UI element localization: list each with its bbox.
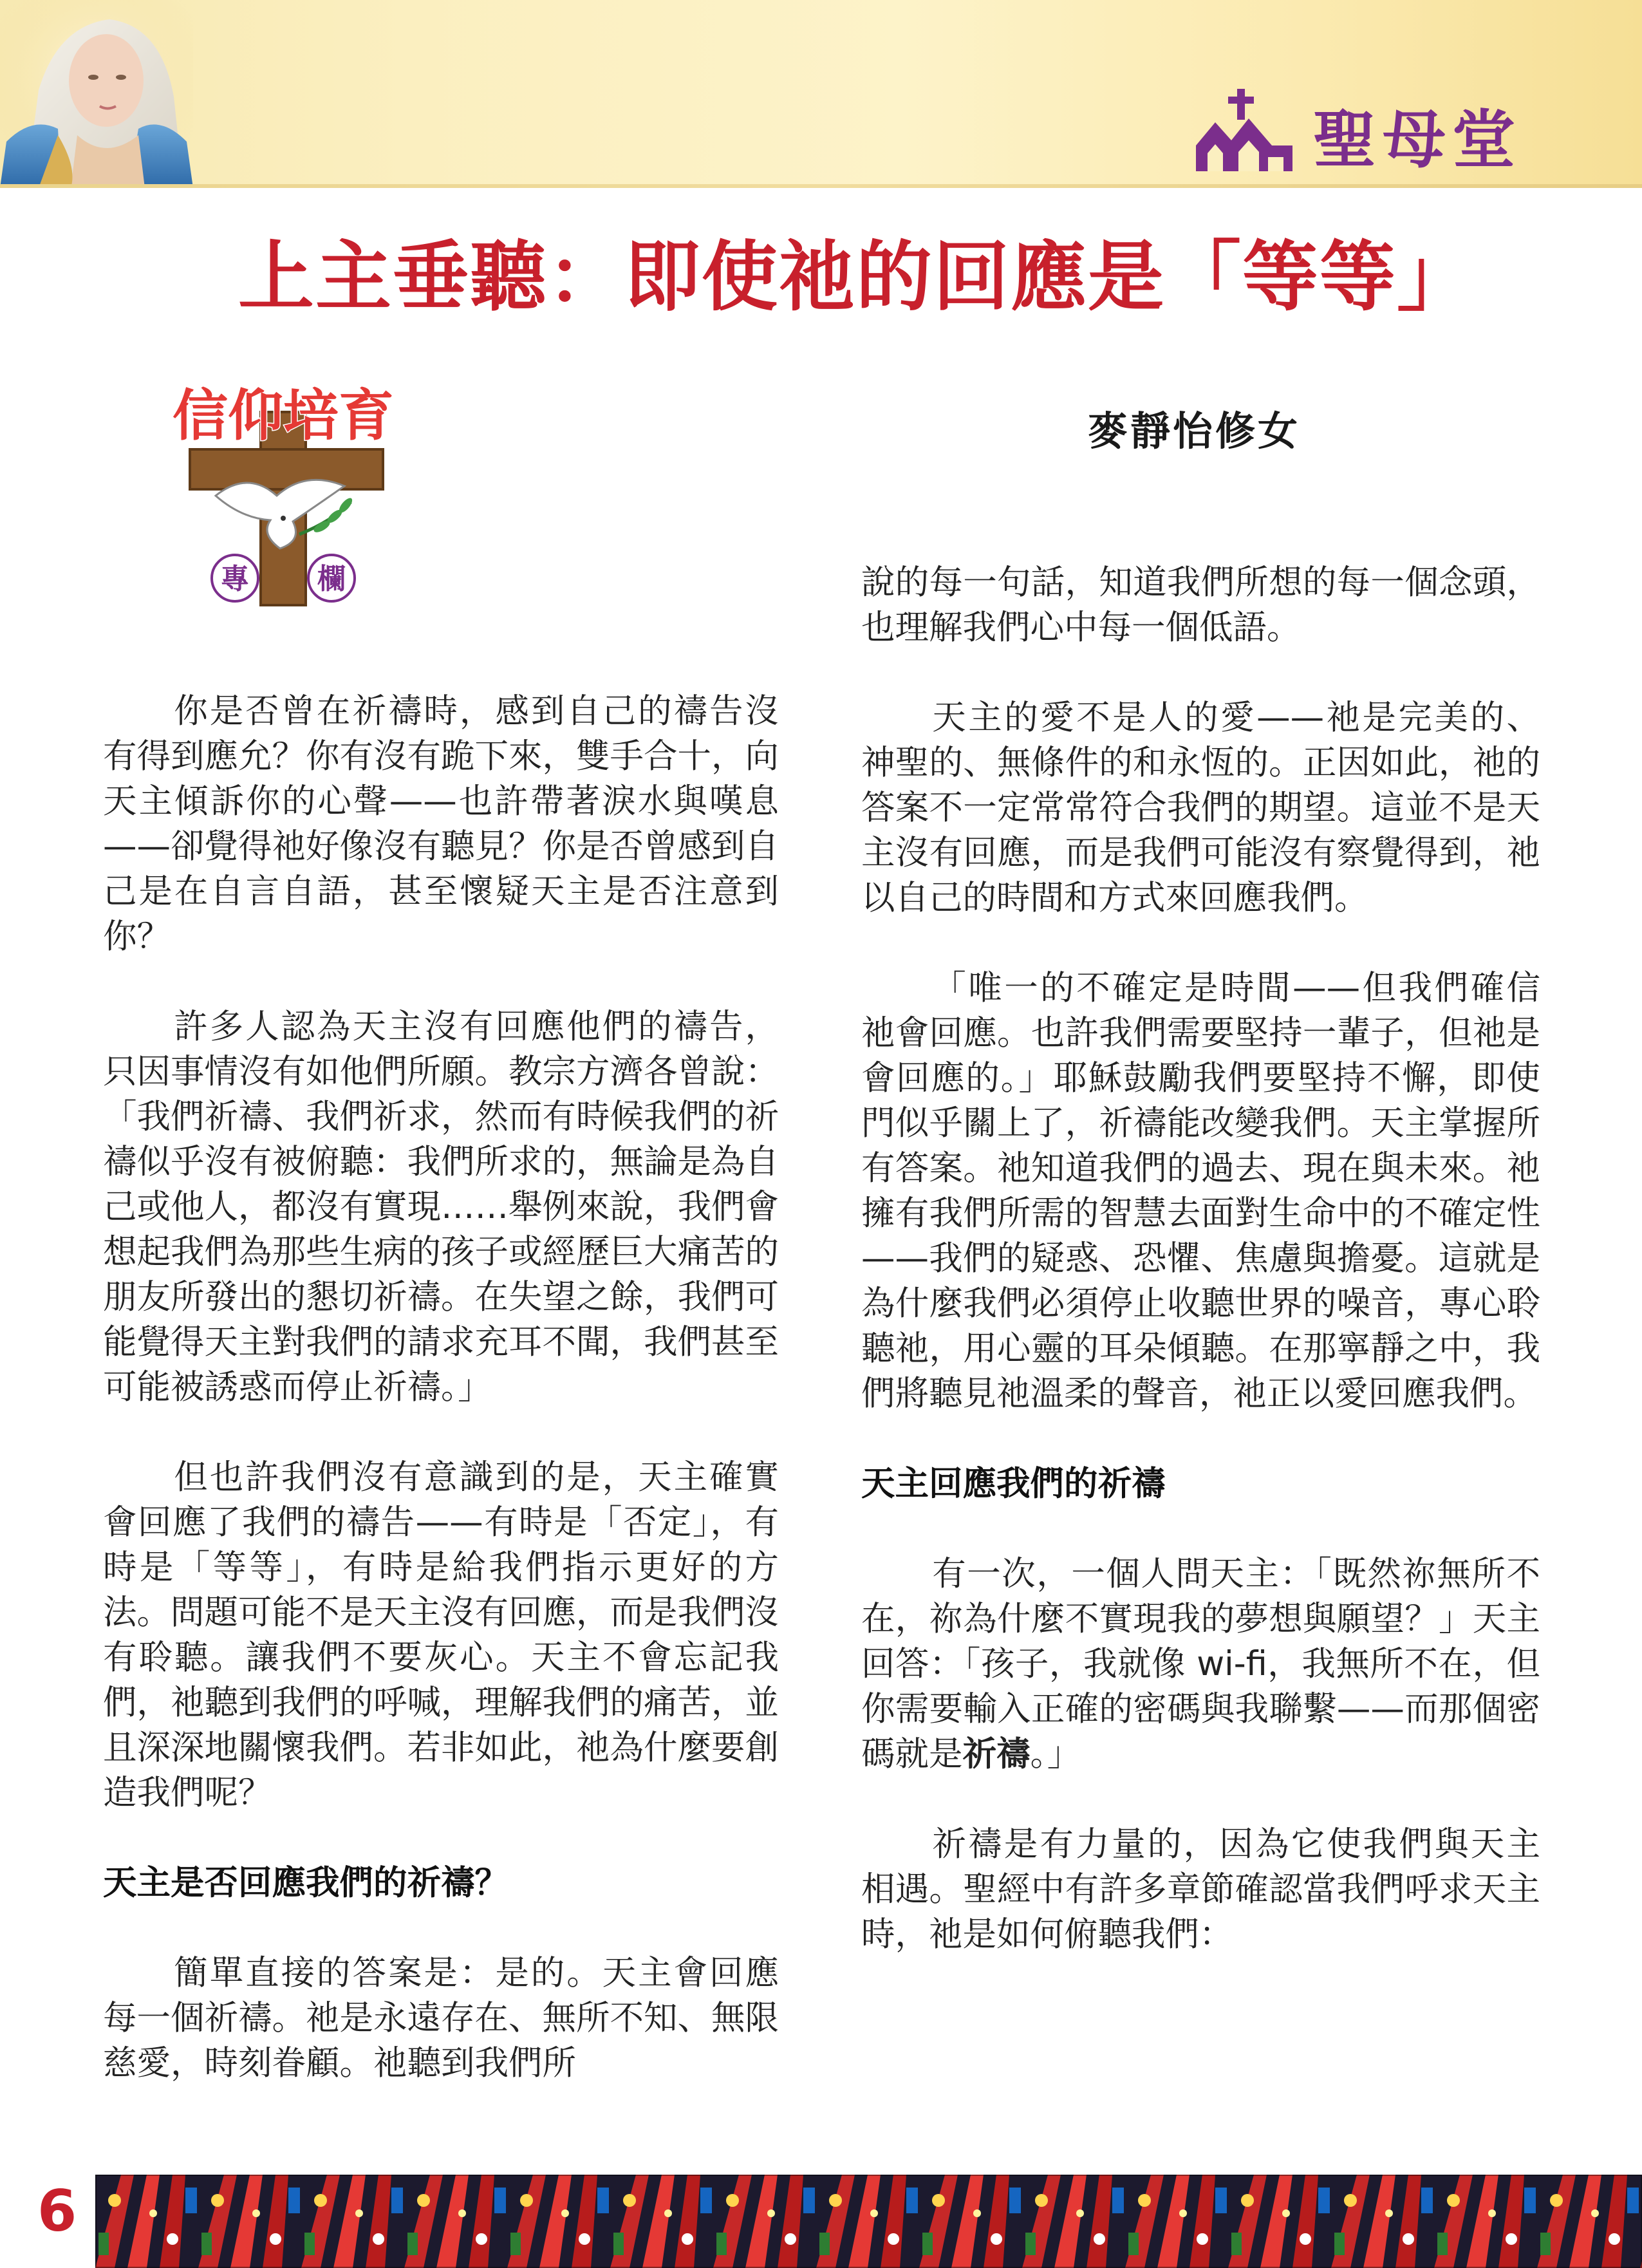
page-number: 6 — [37, 2178, 77, 2244]
paragraph — [861, 1551, 1540, 1777]
mary-statue-image — [0, 0, 193, 188]
faith-formation-logo — [138, 373, 428, 612]
bold-text: 祈禱 — [962, 1734, 1031, 1774]
text-run: 有一次，一個人問天主：「既然祢無所不在，祢為什麼不實現我的夢想與願望？」天主回答：「孩子，我就像 wi-fi，我無所不在，但你需要輸入正確的密碼與我聯繫——而那個密碼就是 — [861, 1554, 1540, 1774]
paragraph: 說的每一句話，知道我們所想的每一個念頭，也理解我們心中每一個低語。 — [861, 563, 1540, 647]
left-column — [103, 689, 779, 2131]
faith-logo-sub-1: 專 — [221, 563, 249, 595]
text-run: 。」 — [1030, 1734, 1081, 1774]
paragraph: 簡單直接的答案是：是的。天主會回應每一個祈禱。祂是永遠存在、無所不知、無限慈愛，時刻眷顧。祂聽到我們所 — [103, 1953, 779, 2083]
faith-logo-title: 信仰培育 — [173, 384, 394, 448]
header-banner — [0, 0, 1642, 188]
paragraph: 但也許我們沒有意識到的是，天主確實會回應了我們的禱告——有時是「否定」，有時是「等等」，有時是給我們指示更好的方法。問題可能不是天主沒有回應，而是我們沒有聆聽。讓我們不要灰心。天主不會忘記我們，祂聽到我們的呼喊，理解我們的痛苦，並且深深地關懷我們。若非如此，祂為什麼要創造我們呢？ — [103, 1457, 779, 1812]
church-name: 聖母堂 — [1313, 104, 1522, 177]
paragraph: 祈禱是有力量的，因為它使我們與天主相遇。聖經中有許多章節確認當我們呼求天主時，祂是如何俯聽我們： — [861, 1824, 1540, 1954]
stained-glass-image — [95, 2175, 1642, 2268]
faith-logo-sub-2: 欄 — [317, 563, 346, 595]
section-heading: 天主是否回應我們的祈禱？ — [103, 1863, 509, 1902]
right-column — [861, 560, 1540, 2002]
paragraph: 「唯一的不確定是時間——但我們確信祂會回應。也許我們需要堅持一輩子，但祂是會回應的。」耶穌鼓勵我們要堅持不懈，即使門似乎關上了，祈禱能改變我們。天主掌握所有答案。祂知道我們的過去、現在與未來。祂擁有我們所需的智慧去面對生命中的不確定性——我們的疑惑、恐懼、焦慮與擔憂。這就是為什麼我們必須停止收聽世界的噪音，專心聆聽祂，用心靈的耳朵傾聽。在那寧靜之中，我們將聽見祂溫柔的聲音，祂正以愛回應我們。 — [861, 968, 1540, 1413]
paragraph: 天主的愛不是人的愛——祂是完美的、神聖的、無條件的和永恆的。正因如此，祂的答案不一定常常符合我們的期望。這並不是天主沒有回應，而是我們可能沒有察覺得到，祂以自己的時間和方式來回應我們。 — [861, 698, 1540, 917]
author-name: 麥靜怡修女 — [1088, 408, 1301, 455]
article-title: 上主垂聽：即使祂的回應是「等等」 — [238, 232, 1475, 321]
paragraph: 許多人認為天主沒有回應他們的禱告，只因事情沒有如他們所願。教宗方濟各曾說：「我們祈禱、我們祈求，然而有時候我們的祈禱似乎沒有被俯聽：我們所求的，無論是為自己或他人，都沒有實現……舉例來說，我們會想起我們為那些生病的孩子或經歷巨大痛苦的朋友所發出的懇切祈禱。在失望之餘，我們可能覺得天主對我們的請求充耳不聞，我們甚至可能被誘惑而停止祈禱。」 — [103, 1007, 779, 1407]
section-heading: 天主回應我們的祈禱 — [861, 1464, 1166, 1503]
paragraph: 你是否曾在祈禱時，感到自己的禱告沒有得到應允？你有沒有跪下來，雙手合十，向天主傾訴你的心聲——也許帶著淚水與嘆息——卻覺得祂好像沒有聽見？你是否曾感到自己是在自言自語，甚至懷疑天主是否注意到你？ — [103, 691, 779, 956]
church-logo-icon — [1196, 89, 1292, 173]
